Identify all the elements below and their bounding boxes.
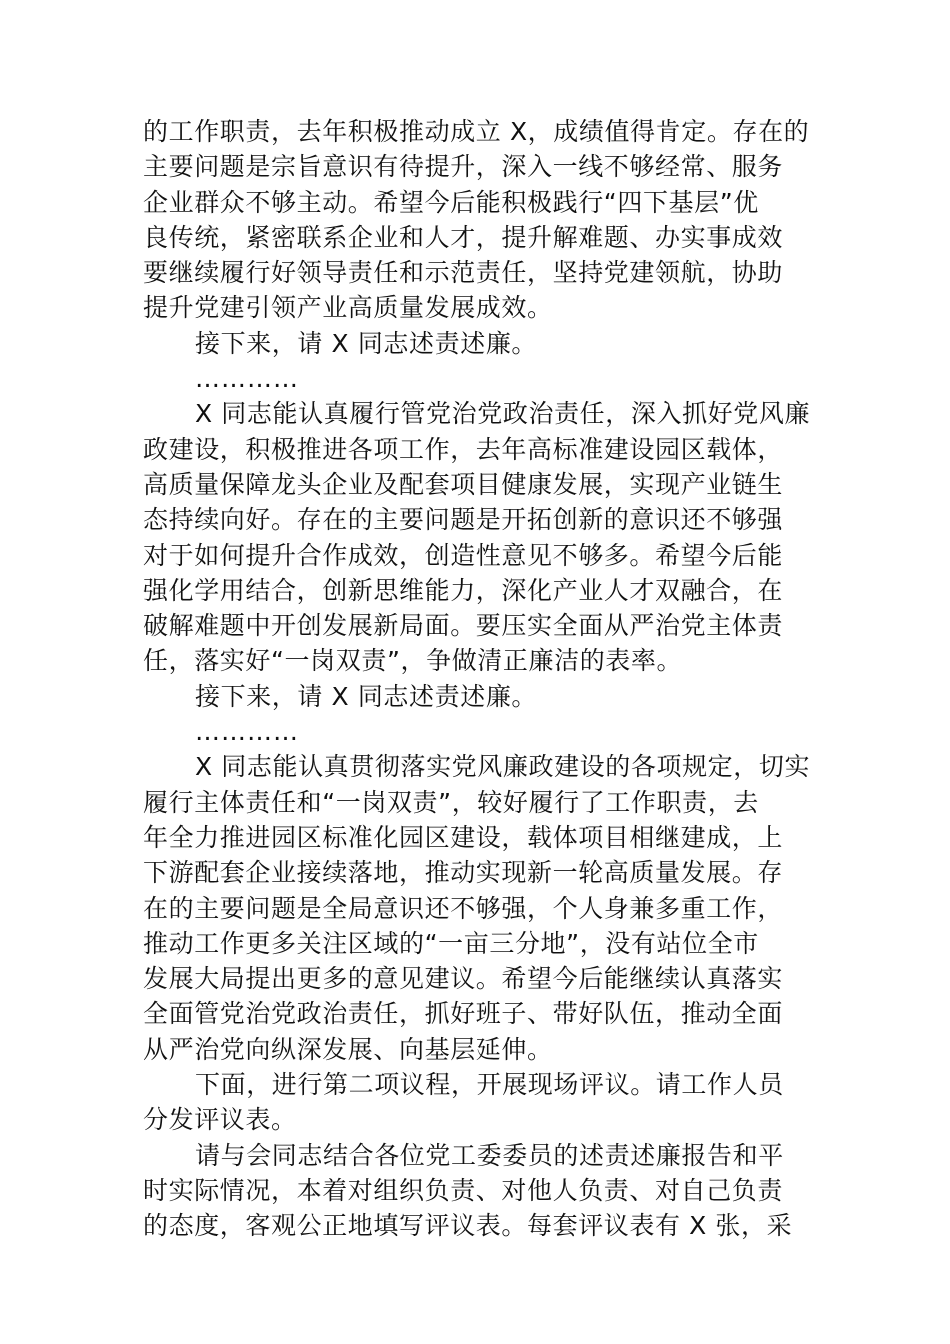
document-body	[143, 114, 811, 1244]
text-line: 要继续履行好领导责任和示范责任，坚持党建领航，协助	[143, 258, 784, 288]
text-line: 时实际情况，本着对组织负责、对他人负责、对自己负责	[143, 1175, 784, 1205]
text-line: 对于如何提升合作成效，创造性意见不够多。希望今后能	[143, 540, 784, 570]
text-line: X 同志能认真贯彻落实党风廉政建设的各项规定，切实	[195, 752, 811, 782]
text-line: 下游配套企业接续落地，推动实现新一轮高质量发展。存	[143, 858, 784, 888]
text-line: 任，落实好“一岗双责”，争做清正廉洁的表率。	[143, 646, 683, 676]
text-line: 推动工作更多关注区域的“一亩三分地”，没有站位全市	[143, 928, 759, 958]
text-line: 接下来，请 X 同志述责述廉。	[195, 681, 538, 711]
text-line: X 同志能认真履行管党治党政治责任，深入抓好党风廉	[195, 399, 811, 429]
text-line: 高质量保障龙头企业及配套项目健康发展，实现产业链生	[143, 469, 784, 499]
text-line: 从严治党向纵深发展、向基层延伸。	[143, 1034, 553, 1064]
text-line: 下面，进行第二项议程，开展现场评议。请工作人员	[195, 1070, 784, 1100]
text-line: 发展大局提出更多的意见建议。希望今后能继续认真落实	[143, 964, 784, 994]
text-line: 年全力推进园区标准化园区建设，载体项目相继建成，上	[143, 822, 784, 852]
text-line: 的工作职责，去年积极推动成立 X，成绩值得肯定。存在的	[143, 117, 810, 146]
text-line: 态持续向好。存在的主要问题是开拓创新的意识还不够强	[143, 505, 784, 535]
ellipsis-line: …………	[195, 364, 299, 394]
text-line: 良传统，紧密联系企业和人才，提升解难题、办实事成效	[143, 222, 784, 252]
text-line: 在的主要问题是全局意识还不够强，个人身兼多重工作，	[143, 893, 784, 923]
text-line: 破解难题中开创发展新局面。要压实全面从严治党主体责	[143, 611, 784, 641]
text-line: 全面管党治党政治责任，抓好班子、带好队伍，推动全面	[143, 999, 784, 1029]
text-line: 提升党建引领产业高质量发展成效。	[143, 293, 553, 323]
text-line: 主要问题是宗旨意识有待提升，深入一线不够经常、服务	[143, 152, 784, 182]
text-line: 强化学用结合，创新思维能力，深化产业人才双融合，在	[143, 575, 784, 605]
text-line: 请与会同志结合各位党工委委员的述责述廉报告和平	[195, 1140, 784, 1170]
text-line: 分发评议表。	[143, 1105, 297, 1135]
text-line: 政建设，积极推进各项工作，去年高标准建设园区载体，	[143, 434, 784, 464]
text-line: 接下来，请 X 同志述责述廉。	[195, 328, 538, 358]
text-line: 履行主体责任和“一岗双责”，较好履行了工作职责，去	[143, 787, 759, 817]
ellipsis-line: …………	[195, 717, 299, 747]
text-line: 企业群众不够主动。希望今后能积极践行“四下基层”优	[143, 187, 759, 217]
text-line: 的态度，客观公正地填写评议表。每套评议表有 X 张，采	[143, 1211, 793, 1241]
